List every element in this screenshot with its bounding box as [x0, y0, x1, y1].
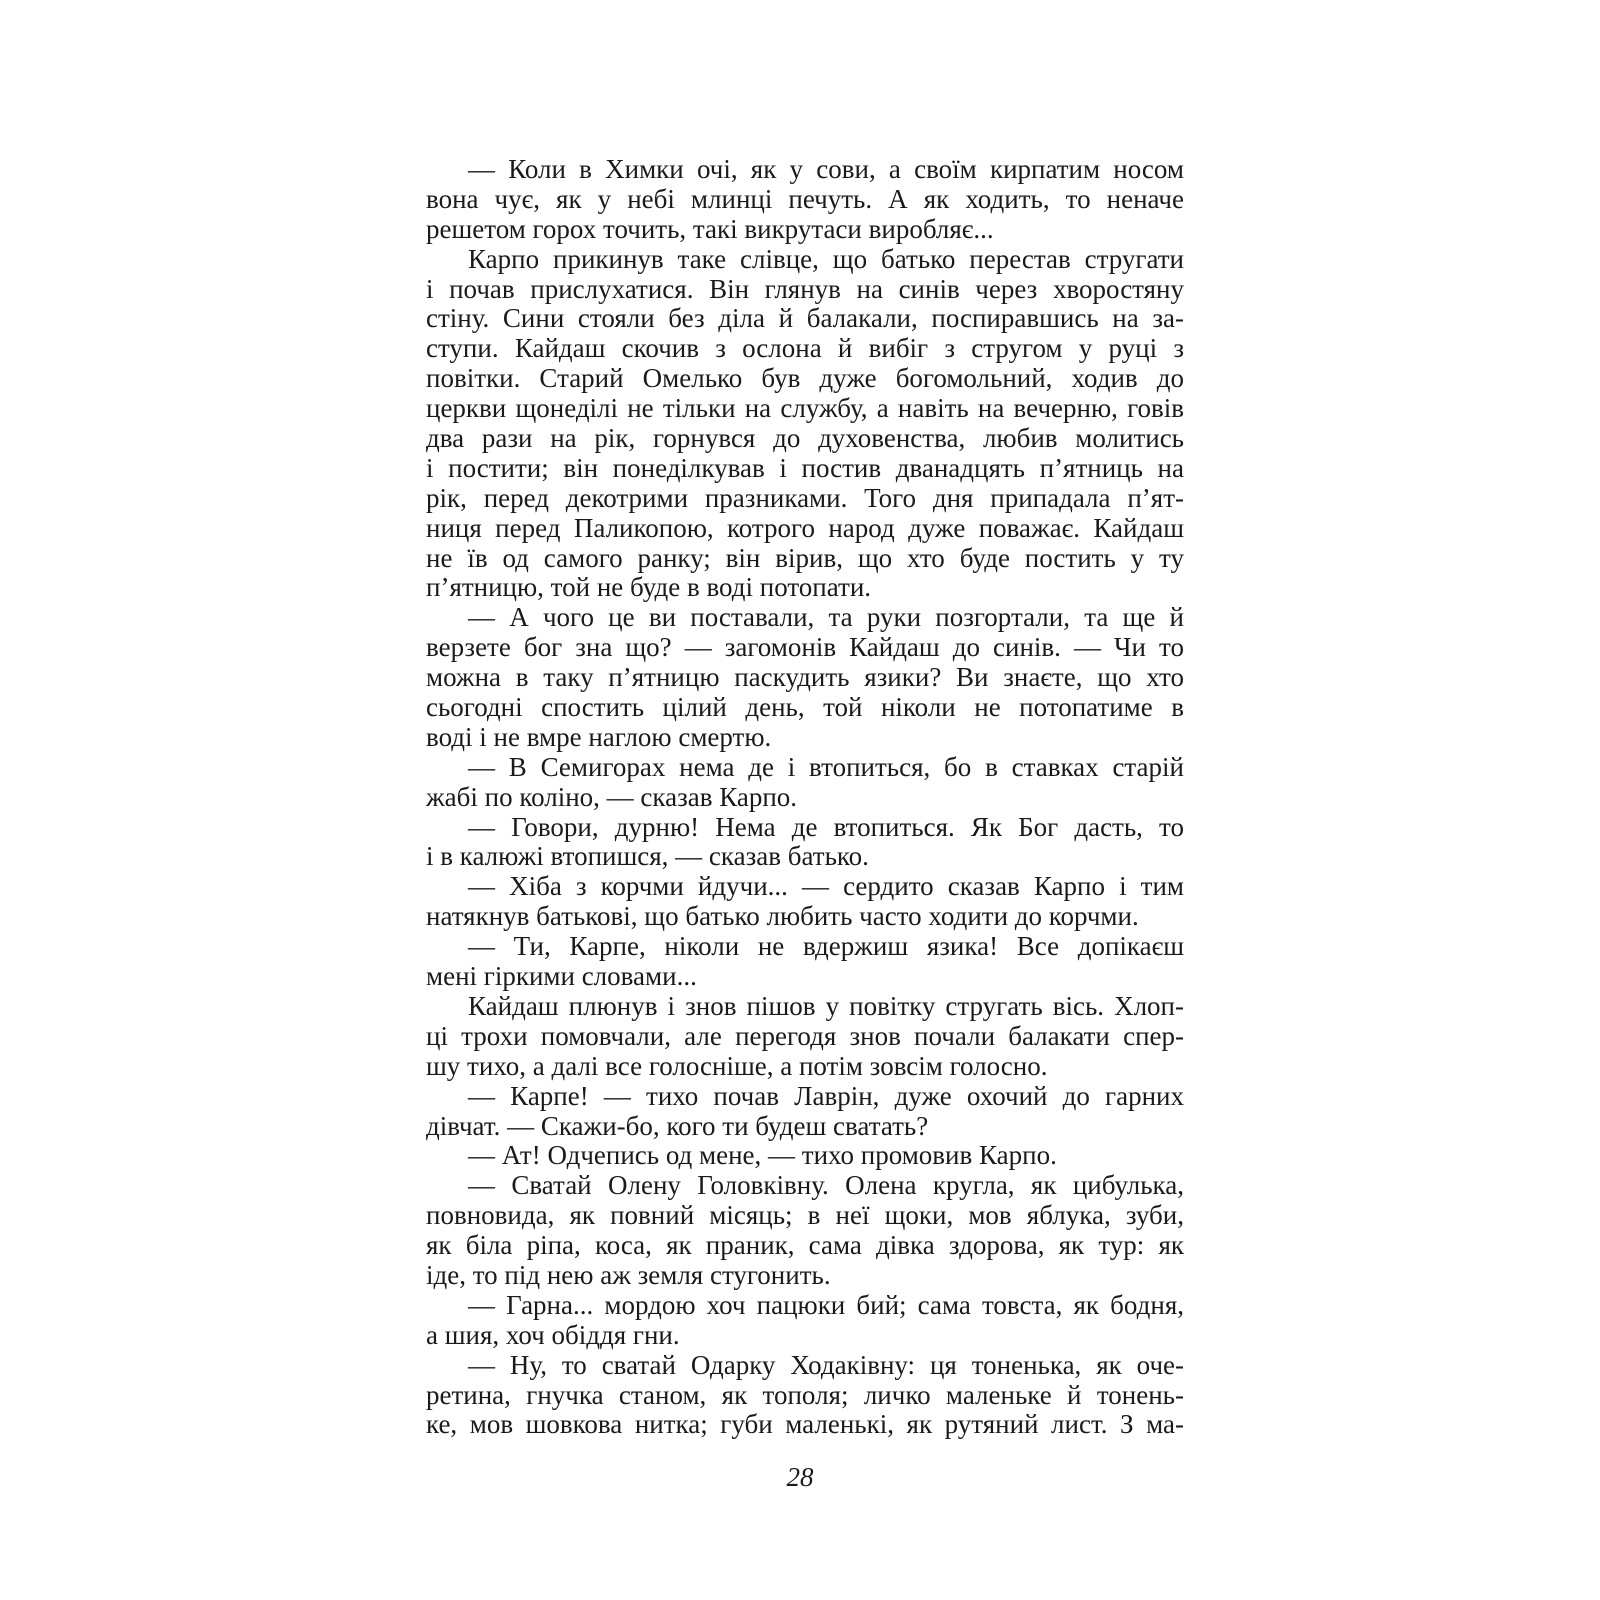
text-line: можна в таку п’ятницю паскудить язики? Ви знаєте, що хто [426, 662, 1184, 693]
text-line: верзете бог зна що? — загомонів Кайдаш до синів. — Чи то [426, 632, 1184, 663]
text-line: ці трохи помовчали, але перегодя знов почали балакати спер- [426, 1020, 1184, 1051]
text-line: — Ти, Карпе, ніколи не вдержиш язика! Все допікаєш [468, 931, 1184, 962]
text-line: два рази на рік, горнувся до духовенства, любив молитись [426, 423, 1184, 454]
text-line: сьогодні спостить цілий день, той ніколи не потопатиме в [426, 692, 1184, 723]
text-line: повновида, як повний місяць; в неї щоки, мов яблука, зуби, [426, 1200, 1184, 1231]
text-line: ке, мов шовкова нитка; губи маленькі, як рутяний лист. З ма- [426, 1409, 1184, 1440]
text-line: — Ну, то сватай Одарку Ходаківну: ця тоненька, як оче- [468, 1349, 1184, 1380]
text-line: а шия, хоч обіддя гни. [426, 1319, 680, 1350]
text-line: рік, перед декотрими празниками. Того дня припадала п’ят- [426, 482, 1184, 513]
text-line: натякнув батькові, що батько любить часто ходити до корчми. [426, 901, 1139, 932]
text-line: ретина, гнучка станом, як тополя; личко маленьке й тонень- [426, 1379, 1184, 1410]
text-line: — Гарна... мордою хоч пацюки бий; сама товста, як бодня, [468, 1289, 1184, 1320]
page-number: 28 [786, 1462, 814, 1492]
text-line: стіну. Сини стояли без діла й балакали, поспиравшись на за- [426, 303, 1184, 334]
text-line: як біла ріпа, коса, як праник, сама дівка здорова, як тур: як [426, 1230, 1184, 1261]
text-line: — А чого це ви поставали, та руки позгортали, та ще й [468, 602, 1184, 633]
text-line: мені гіркими словами... [426, 961, 697, 992]
text-line: дівчат. — Скажи-бо, кого ти будеш сватать? [426, 1110, 929, 1141]
text-line: і постити; він понеділкував і постив дванадцять п’ятниць на [426, 452, 1184, 483]
text-line: вона чує, як у небі млинці печуть. А як ходить, то неначе [426, 183, 1184, 214]
text-line: іде, то під нею аж земля стугонить. [426, 1259, 831, 1290]
text-line: — Сватай Олену Головківну. Олена кругла, як цибулька, [468, 1170, 1184, 1201]
text-line: решетом горох точить, такі викрутаси виробляє... [426, 213, 994, 244]
text-line: воді і не вмре наглою смертю. [426, 721, 772, 752]
text-line: жабі по коліно, — сказав Карпо. [426, 781, 798, 812]
text-line: церкви щонеділі не тільки на службу, а навіть на вечерню, говів [426, 393, 1184, 424]
text-line: — Хіба з корчми йдучи... — сердито сказав Карпо і тим [468, 871, 1184, 902]
text-line: і почав прислухатися. Він глянув на синів через хворостяну [426, 273, 1184, 304]
text-line: — В Семигорах нема де і втопиться, бо в ставках старій [468, 751, 1184, 782]
text-line: — Говори, дурню! Нема де втопиться. Як Бог дасть, то [468, 811, 1184, 842]
text-line: не їв од самого ранку; він вірив, що хто буде постить у ту [426, 542, 1184, 573]
text-line: Кайдаш плюнув і знов пішов у повітку стругать вісь. Хлоп- [468, 990, 1184, 1021]
text-line: і в калюжі втопишся, — сказав батько. [426, 841, 869, 872]
text-line: ступи. Кайдаш скочив з ослона й вибіг з стругом у руці з [426, 333, 1184, 364]
text-line: — Ат! Одчепись од мене, — тихо промовив Карпо. [468, 1140, 1057, 1171]
text-line: шу тихо, а далі все голосніше, а потім зовсім голосно. [426, 1050, 1048, 1081]
text-line: п’ятницю, той не буде в воді потопати. [426, 572, 872, 603]
text-line: Карпо прикинув таке слівце, що батько перестав стругати [468, 243, 1184, 274]
body-text [426, 155, 1184, 1440]
text-line: — Коли в Химки очі, як у сови, а своїм кирпатим носом [468, 154, 1184, 184]
text-line: ниця перед Паликопою, котрого народ дуже поважає. Кайдаш [426, 512, 1184, 543]
text-line: — Карпе! — тихо почав Лаврін, дуже охочий до гарних [468, 1080, 1184, 1111]
text-line: повітки. Старий Омелько був дуже богомольний, ходив до [426, 363, 1184, 394]
